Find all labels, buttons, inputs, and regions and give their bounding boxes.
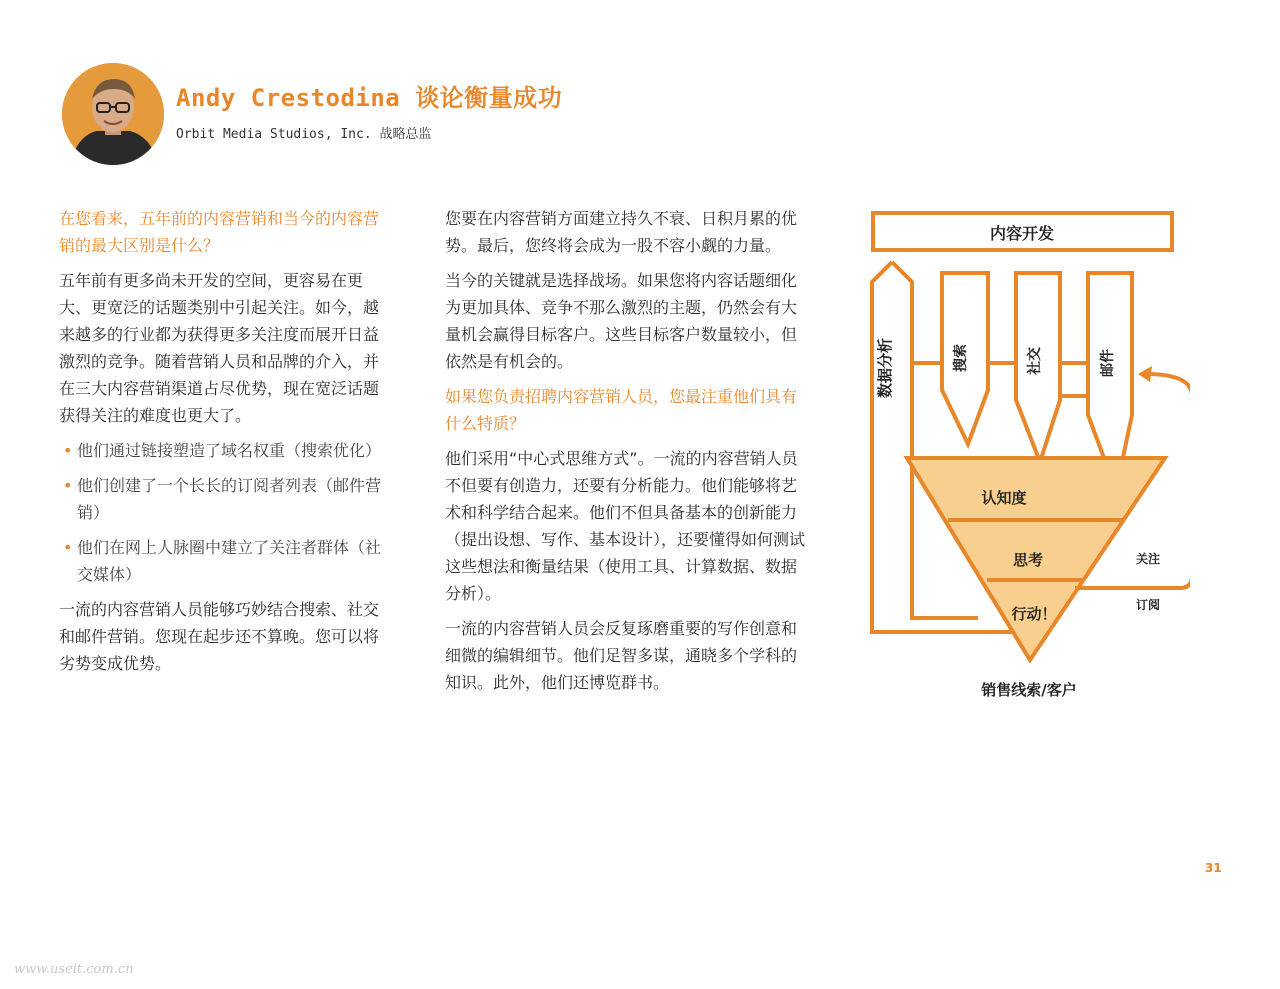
list-item: • 他们创建了一个长长的订阅者列表（邮件营销）: [77, 472, 389, 526]
list-item: • 他们在网上人脉圈中建立了关注者群体（社交媒体）: [77, 534, 389, 588]
top-box-label: 内容开发: [989, 224, 1055, 243]
author-avatar: [62, 63, 164, 165]
answer-paragraph-2: 一流的内容营销人员能够巧妙结合搜索、社交和邮件营销。您现在起步还不算晚。您可以将劣势变成优势。: [59, 600, 380, 673]
question-2: 如果您负责招聘内容营销人员，您最注重他们具有什么特质？: [445, 387, 798, 433]
bottom-label: 销售线索/客户: [981, 681, 1077, 699]
channel-label-search: 搜索: [953, 344, 969, 372]
funnel-stage-action: 行动！: [1011, 605, 1057, 623]
page-title: Andy Crestodina 谈论衡量成功: [176, 84, 563, 112]
list-item: • 他们通过链接塑造了域名权重（搜索优化）: [77, 437, 389, 464]
answer-paragraph-5: 他们采用“中心式思维方式”。一流的内容营销人员不但要有创造力，还要有分析能力。他们能够将艺术和科学结合起来。他们不但具备基本的创新能力（提出设想、写作、基本设计），还要懂得如何测试这些想法和衡量结果（使用工具、计算数据、数据分析）。: [445, 449, 806, 603]
author-role: Orbit Media Studios, Inc. 战略总监: [176, 127, 432, 142]
watermark: www.useit.com.cn: [14, 962, 134, 977]
question-1: 在您看来，五年前的内容营销和当今的内容营销的最大区别是什么？: [59, 209, 380, 255]
side-label-subscribe: 订阅: [1135, 598, 1161, 612]
page-number: 31: [1205, 861, 1222, 875]
funnel-stage-awareness: 认知度: [981, 489, 1027, 507]
side-label-follow: 关注: [1135, 552, 1161, 566]
left-column: [59, 205, 389, 685]
answer-paragraph-6: 一流的内容营销人员会反复琢磨重要的写作创意和细微的编辑细节。他们足智多谋，通晓多个学科的知识。此外，他们还博览群书。: [445, 619, 798, 692]
bullet-list: [59, 437, 389, 588]
analytics-label: 数据分析: [876, 337, 894, 399]
channel-label-social: 社交: [1027, 347, 1043, 375]
answer-paragraph-3: 您要在内容营销方面建立持久不衰、日积月累的优势。最后，您终将会成为一股不容小觑的力量。: [445, 209, 798, 255]
answer-paragraph-1: 五年前有更多尚未开发的空间，更容易在更大、更宽泛的话题类别中引起关注。如今，越来越多的行业都为获得更多关注度而展开日益激烈的竞争。随着营销人员和品牌的介入，并在三大内容营销渠道占尽优势，现在宽泛话题获得关注的难度也更大了。: [59, 271, 380, 425]
funnel-stage-consideration: 思考: [1012, 551, 1044, 569]
channel-label-email: 邮件: [1100, 349, 1116, 377]
right-column: [445, 205, 805, 704]
arrowhead-icon: [1138, 366, 1152, 382]
content-funnel-diagram: [860, 200, 1190, 710]
answer-paragraph-4: 当今的关键就是选择战场。如果您将内容话题细化为更加具体、竞争不那么激烈的主题，仍然会有大量机会赢得目标客户。这些目标客户数量较小，但依然是有机会的。: [445, 271, 798, 371]
